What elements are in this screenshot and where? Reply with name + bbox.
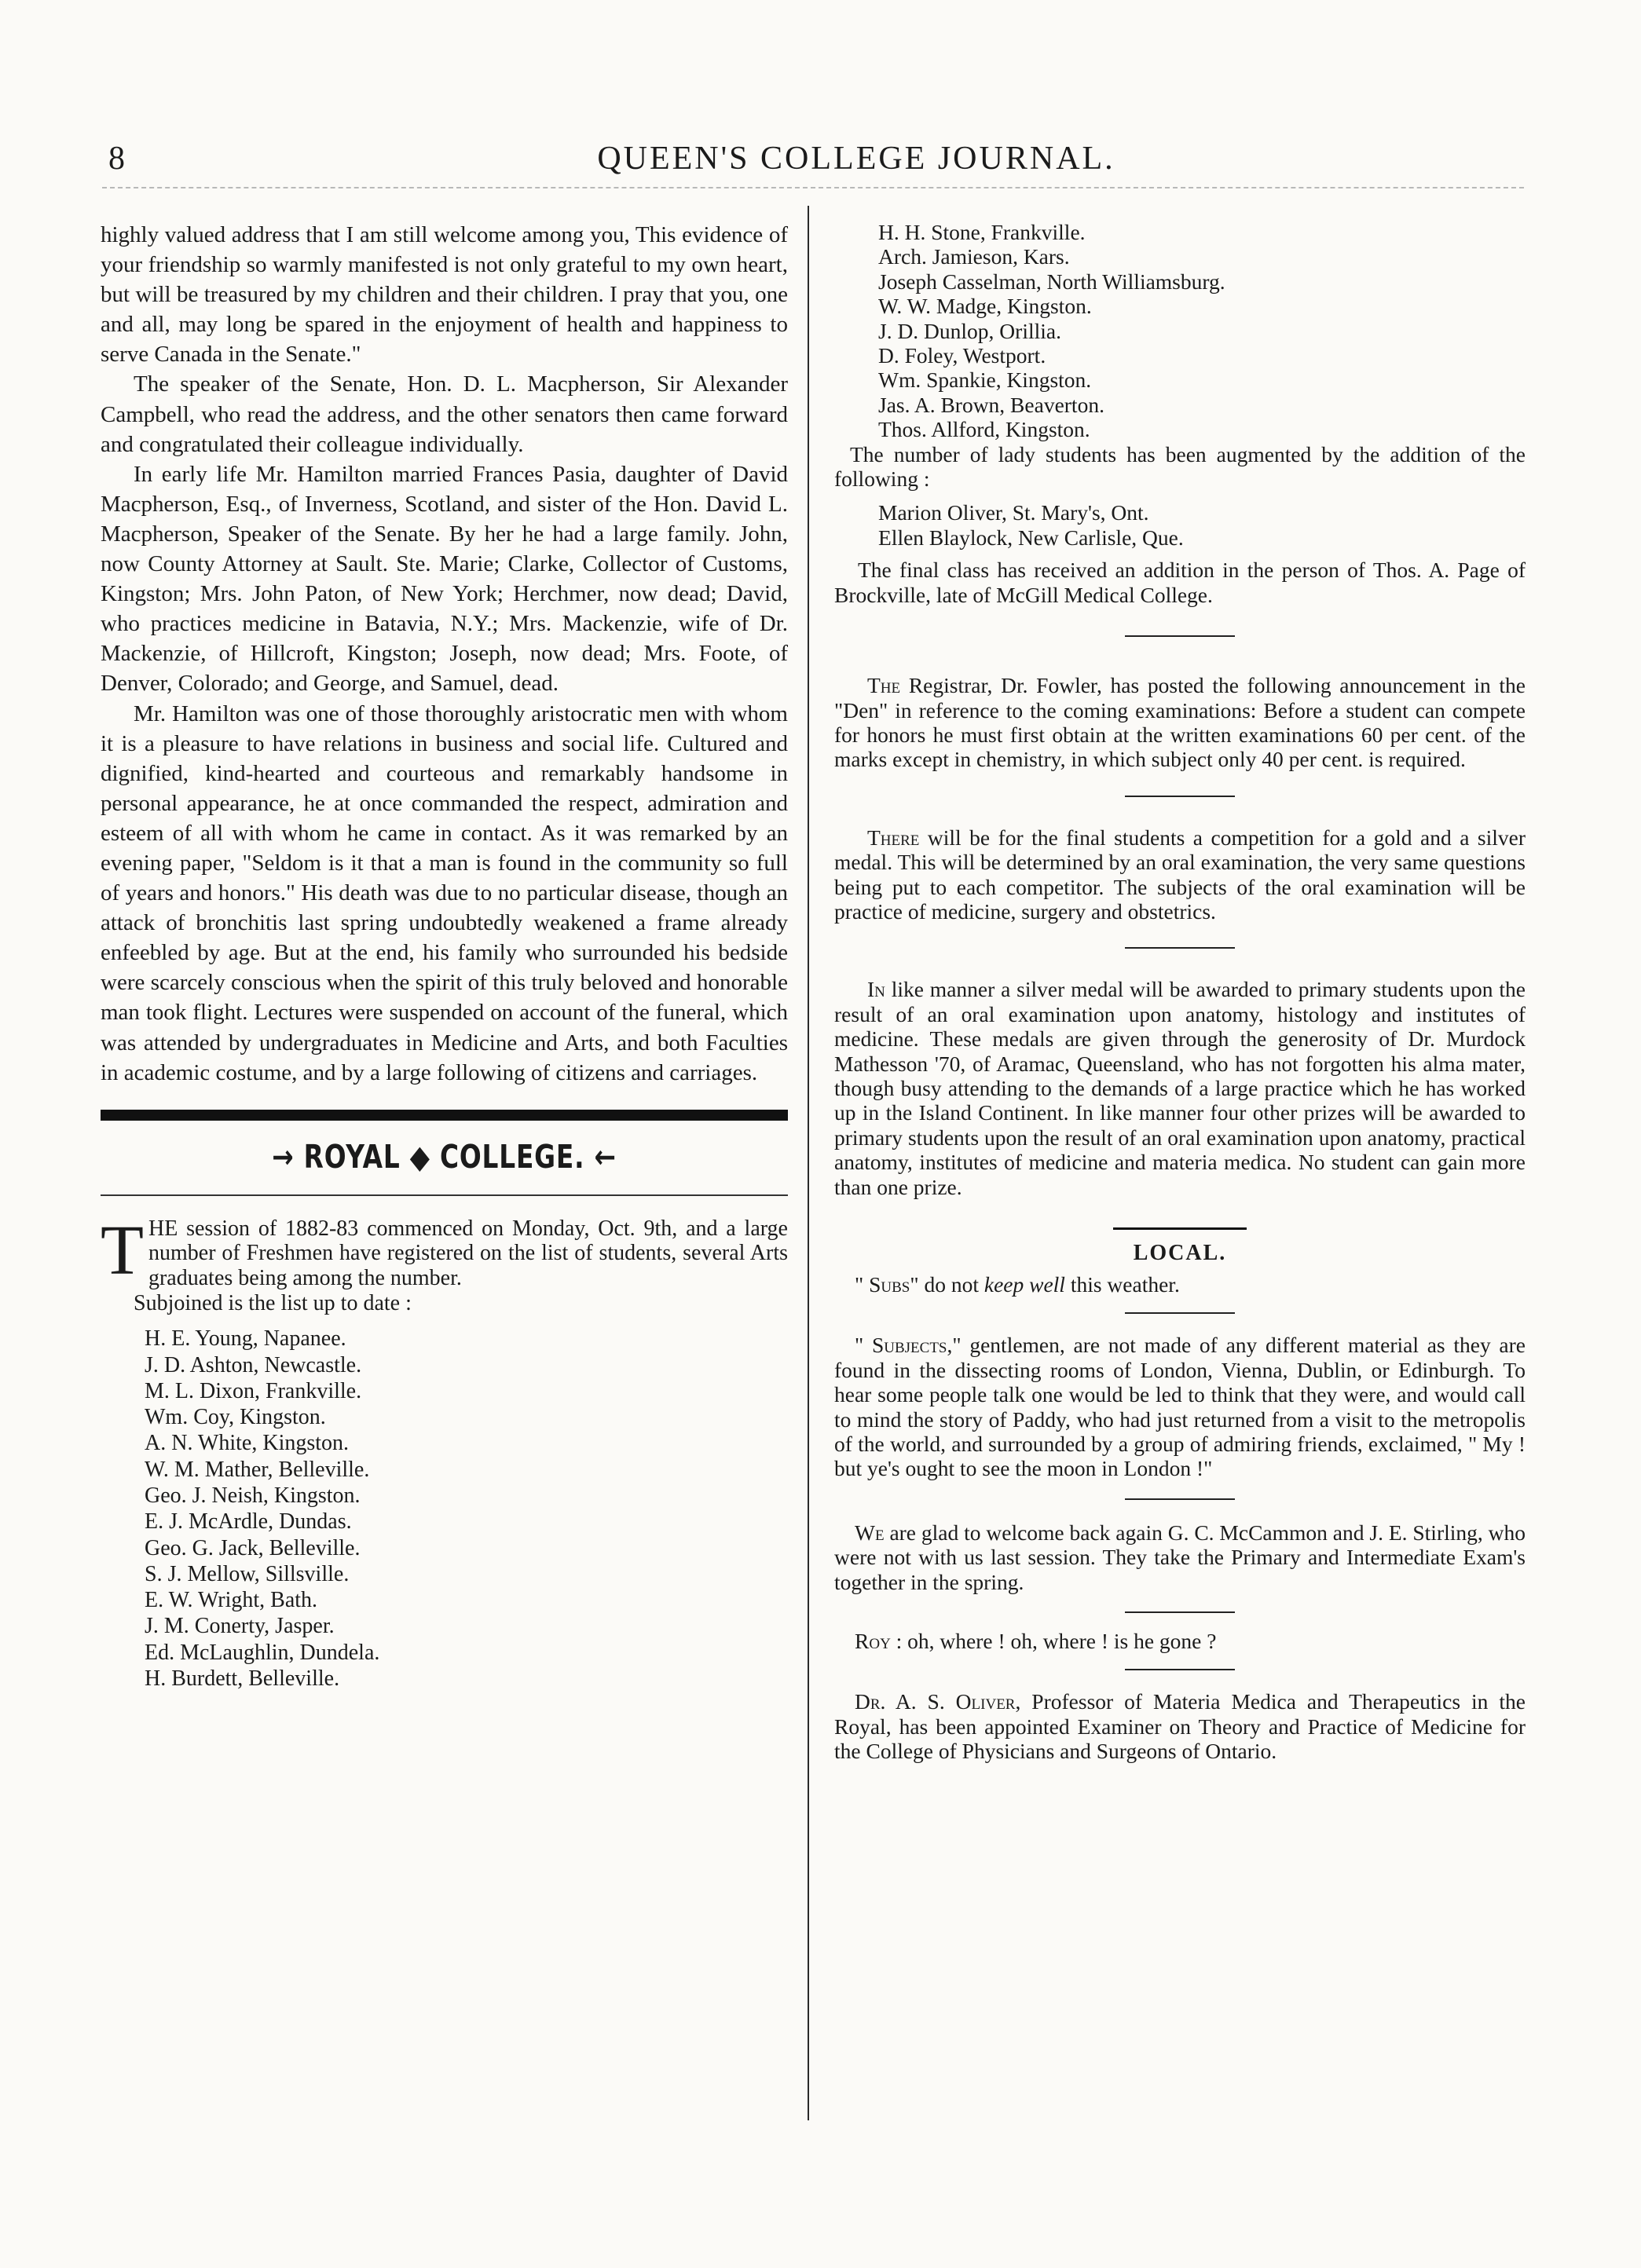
list-item: Arch. Jamieson, Kars. [878,244,1070,269]
session-block [101,1211,788,1291]
separator-rule [1125,1611,1235,1613]
separator-rule [1125,635,1235,637]
session-dropcap: T [101,1211,144,1289]
subs-end: this weather. [1064,1272,1180,1297]
list-item: W. W. Madge, Kingston. [878,294,1092,319]
list-item: Geo. G. Jack, Belleville. [145,1535,361,1560]
subs-quote: " [855,1272,870,1297]
subs-paragraph [834,1272,1526,1297]
lady-students-intro: The number of lady students has been augmented by the addition of the following : [834,441,1526,492]
column-divider [808,206,809,2120]
medal-competition-paragraph [834,825,1526,924]
list-item: S. J. Mellow, Sillsville. [145,1561,350,1586]
list-intro: Subjoined is the list up to date : [134,1291,412,1316]
there-text: will be for the final students a competition for a gold and a silver medal. This will be determined by an oral examination, the very same questions being put to each competitor. The subjects of the oral examination will be practice of medicine, surgery and obstetrics. [834,825,1526,924]
family-paragraph: In early life Mr. Hamilton married Frances Pasia, daughter of David Macpherson, Esq., of Inverness, Scotland, and sister of the Hon. David L. Macpherson, Speaker of the Senate. By her he had a large family. John, now County Attorney at Sault. Ste. Marie; Clarke, Collector of Customs, Kingston; Mrs. John Paton, of New York; Herchmer, now dead; David, who practices medicine in Batavia, N.Y.; Mrs. Mackenzie, wife of Dr. Mackenzie, of Hillcroft, Kingston; Joseph, now dead; Mrs. Foote, of Denver, Colorado; and George, and Samuel, dead. [101,461,788,697]
welcome-lead: We [855,1520,885,1545]
journal-title: QUEEN'S COLLEGE JOURNAL. [597,141,1115,177]
list-item: J. D. Ashton, Newcastle. [145,1352,362,1377]
list-item: E. J. McArdle, Dundas. [145,1509,352,1535]
roy-text: : oh, where ! oh, where ! is he gone ? [890,1629,1217,1654]
header-rule [102,187,1524,188]
session-paragraph: HE session of 1882-83 commenced on Monday, Oct. 9th, and a large number of Freshmen have registered on the list of students, several Arts graduates being among the number. [148,1216,788,1290]
list-item: Thos. Allford, Kingston. [878,417,1090,442]
list-item: Geo. J. Neish, Kingston. [145,1483,361,1508]
list-item: H. E. Young, Napanee. [145,1326,346,1352]
student-list-continued [834,220,1526,442]
roy-name: Roy [855,1629,891,1654]
like-text: like manner a silver medal will be awarded to primary students upon the result of an oral examination upon anatomy, histology and institutes of medicine. These medals are given through the generosity of Dr. Murdock Mathesson '70, of Aramac, Queensland, who has not forgotten his alma mater, though busy attending to the demands of a large practice which he has worked up in the Island Continent. In like manner four other prizes will be awarded to primary students upon the result of an oral examination upon anatomy, practical anatomy, institutes of medicine and materia medica. No student can gain more than one prize. [834,977,1526,1199]
list-item: J. D. Dunlop, Orillia. [878,318,1061,343]
left-column [101,220,788,1692]
oliver-paragraph [834,1689,1526,1763]
subjects-quote: " [855,1333,872,1358]
right-column [834,220,1526,1764]
lady-student-list [834,500,1526,550]
section-thin-rule [101,1194,788,1196]
character-paragraph: Mr. Hamilton was one of those thoroughly aristocratic men with whom it is a pleasure to have relations in business and social life. Cultured and dignified, kind-hearted and courteous and remarkably handsome in personal appearance, he at once commanded the respect, admiration and esteem of all with whom he came in contact. As it was remarked by an evening paper, "Seldom is it that a man is found in the community so full of years and honors." His death was due to no particular disease, though an attack of bronchitis last spring undoubtedly weakened a frame already enfeebled by age. But at the end, his family who surrounded his bedside were scarcely conscious when the spirit of this truly beloved and honorable man took flight. Lectures were suspended on account of the funeral, which was attended by undergraduates in Medicine and Arts, and both Faculties in academic costume, and by a large following of citizens and carriages. [101,701,788,1085]
list-item: D. Foley, Westport. [878,343,1046,368]
list-item: Wm. Coy, Kingston. [145,1405,326,1430]
list-item: Marion Oliver, St. Mary's, Ont. [878,500,1149,525]
welcome-paragraph [834,1520,1526,1594]
separator-rule [1125,1498,1235,1500]
welcome-text: are glad to welcome back again G. C. McCammon and J. E. Stirling, who were not with us last session. They take the Primary and Intermediate Exam's together in the spring. [834,1520,1526,1594]
section-thick-rule [101,1110,788,1121]
local-heading: LOCAL. [1133,1241,1227,1265]
registrar-paragraph [834,673,1526,772]
list-item: Jas. A. Brown, Beaverton. [878,392,1104,417]
oliver-text: , Professor of Materia Medica and Therapeutics in the Royal, has been appointed Examiner on Theory and Practice of Medicine for the College of Physicians and Surgeons of Ontario. [834,1689,1526,1764]
separator-rule [1125,1312,1235,1314]
final-class-paragraph: The final class has received an addition in the person of Thos. A. Page of Brockville, late of McGill Medical College. [834,558,1526,607]
list-item: A. N. White, Kingston. [145,1431,350,1456]
like-lead: In [867,977,885,1002]
list-item: H. H. Stone, Frankville. [878,220,1086,244]
list-item: Ellen Blaylock, New Carlisle, Que. [878,525,1184,550]
subjects-text: ," gentlemen, are not made of any different material as they are found in the dissecting rooms of London, Vienna, Dublin, or Edinburgh. To hear some people talk one would be led to think that they were, and would call to mind the story of Paddy, who had just returned from a visit to the metropolis of the world, and surrounded by a group of admiring friends, exclaimed, " My ! but ye's ought to see the moon in London !" [834,1333,1526,1481]
silver-medal-paragraph [834,977,1526,1199]
subs-mid: " do not [910,1272,984,1297]
subs-italic: keep well [984,1272,1065,1297]
roy-line [834,1629,1526,1653]
separator-rule [1125,1669,1235,1670]
royal-college-heading: → ROYAL ◆ COLLEGE. ← [272,1137,617,1176]
list-item: H. Burdett, Belleville. [145,1666,340,1692]
address-closing-paragraph: highly valued address that I am still welcome among you, This evidence of your friendship so warmly manifested is not only grateful to my own heart, but will be treasured by my children and their children. I pray that you, one and all, may long be spared in the enjoyment of health and happiness to serve Canada in the Senate." [101,222,788,368]
separator-rule [1125,796,1235,797]
page-number: 8 [108,141,125,177]
student-list [101,1326,788,1692]
there-lead: There [867,825,920,850]
subjects-word: Subjects [871,1333,947,1358]
list-item: W. M. Mather, Belleville. [145,1457,370,1482]
local-rule [1113,1227,1247,1230]
list-item: M. L. Dixon, Frankville. [145,1378,362,1403]
senate-congratulations-paragraph: The speaker of the Senate, Hon. D. L. Macpherson, Sir Alexander Campbell, who read the address, and the other senators then came forward and congratulated their colleague individually. [101,371,788,457]
separator-rule [1125,947,1235,949]
list-item: J. M. Conerty, Jasper. [145,1614,335,1639]
registrar-text: Registrar, Dr. Fowler, has posted the following announcement in the "Den" in reference to the coming examinations: Before a student can compete for honors he must first obtain at the written examinations 60 per cent. of the marks except in chemistry, in which subject only 40 per cent. is required. [834,673,1526,772]
subjects-paragraph [834,1333,1526,1480]
list-item: Wm. Spankie, Kingston. [878,368,1092,393]
list-item: Joseph Casselman, North Williamsburg. [878,269,1225,294]
list-item: Ed. McLaughlin, Dundela. [145,1640,380,1665]
subs-word: Subs [869,1272,910,1297]
registrar-lead: The [867,673,901,698]
list-item: E. W. Wright, Bath. [145,1588,318,1613]
oliver-lead: Dr. A. S. Oliver [855,1689,1016,1714]
